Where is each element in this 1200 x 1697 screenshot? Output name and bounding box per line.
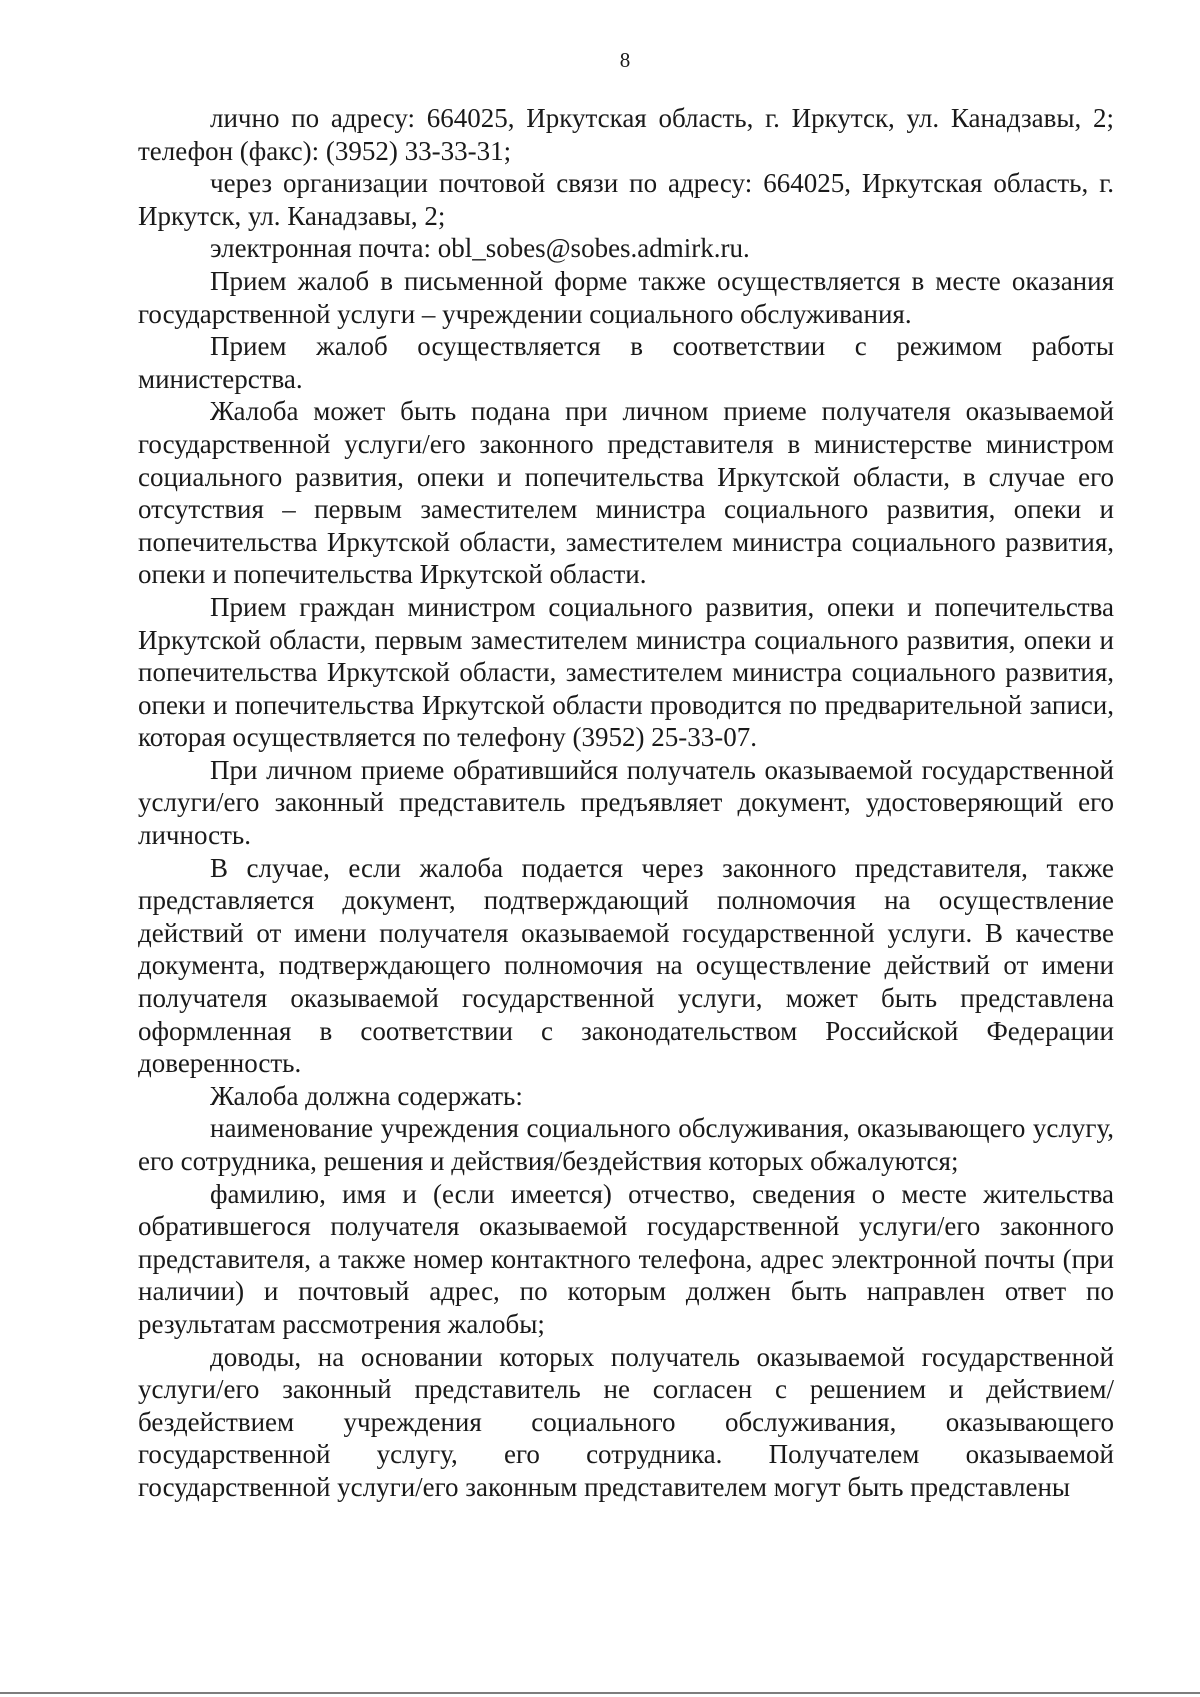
document-body bbox=[138, 102, 1114, 1504]
page-number: 8 bbox=[619, 48, 631, 72]
paragraph-complaint-contents-heading: Жалоба должна содержать: bbox=[210, 1080, 523, 1111]
paragraph-applicant-details: фамилию, имя и (если имеется) отчество, сведения о месте жительства обратившегося получателя оказываемой государственной услуги/его законного представителя, а также номер контактного телефона, адрес электронной почты (при наличии) и почтовый адрес, по которым должен быть направлен ответ по результатам рассмотрения жалобы; bbox=[138, 1178, 1114, 1339]
paragraph-arguments: доводы, на основании которых получатель оказываемой государственной услуги/его законный представитель не согласен с решением и действием/бездействием учреждения социального обслуживания, оказывающего государственной услугу, его сотрудника. Получателем оказываемой государственной услуги/его законным представителем могут быть представлены bbox=[138, 1341, 1114, 1502]
paragraph-address-postal: через организации почтовой связи по адресу: 664025, Иркутская область, г. Иркутск, ул. Канадзавы, 2; bbox=[138, 168, 1114, 231]
paragraph-working-hours: Прием жалоб осуществляется в соответствии с режимом работы министерства. bbox=[138, 331, 1114, 394]
paragraph-personal-reception: Жалоба может быть подана при личном приеме получателя оказываемой государственной услуги/его законного представителя в министерстве министром социального развития, опеки и попечительства Иркутской области, в случае его отсутствия – первым заместителем министра социального развития, опеки и попечительства Иркутской области, заместителем министра социального развития, опеки и попечительства Иркутской области. bbox=[138, 396, 1114, 590]
paragraph-reception-schedule: Прием граждан министром социального развития, опеки и попечительства Иркутской области, первым заместителем министра социального развития, опеки и попечительства Иркутской области, заместителем министра социального развития, опеки и попечительства Иркутской области проводится по предварительной записи, которая осуществляется по телефону (3952) 25-33-07. bbox=[138, 591, 1114, 753]
paragraph-institution-name: наименование учреждения социального обслуживания, оказывающего услугу, его сотрудника, решения и действия/бездействия которых обжалуются; bbox=[138, 1113, 1114, 1176]
paragraph-identity-document: При личном приеме обратившийся получатель оказываемой государственной услуги/его законный представитель предъявляет документ, удостоверяющий его личность. bbox=[138, 754, 1114, 851]
paragraph-written-complaints: Прием жалоб в письменной форме также осуществляется в месте оказания государственной услуги – учреждении социального обслуживания. bbox=[138, 265, 1114, 329]
paragraph-address-in-person: лично по адресу: 664025, Иркутская область, г. Иркутск, ул. Канадзавы, 2; телефон (факс): (3952) 33-33-31; bbox=[138, 103, 1114, 166]
paragraph-representative: В случае, если жалоба подается через законного представителя, также представляется документ, подтверждающий полномочия на осуществление действий от имени получателя оказываемой государственной услуги. В качестве документа, подтверждающего полномочия на осуществление действий от имени получателя оказываемой государственной услуги, может быть представлена оформленная в соответствии с законодательством Российской Федерации доверенность. bbox=[138, 852, 1114, 1079]
scan-bottom-edge bbox=[0, 1692, 1200, 1694]
paragraph-email: электронная почта: obl_sobes@sobes.admirk.ru. bbox=[210, 233, 750, 264]
